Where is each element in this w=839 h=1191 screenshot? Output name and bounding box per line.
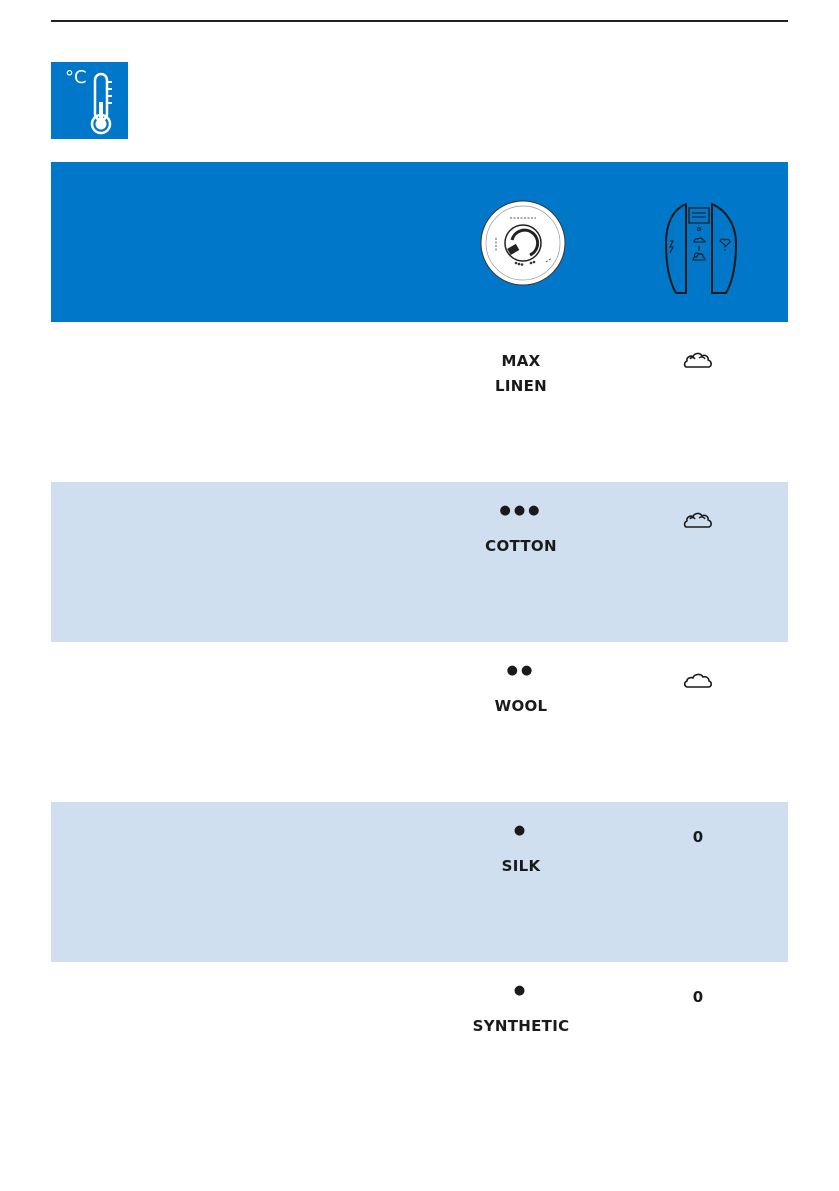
steam-cell	[683, 508, 713, 534]
temperature-dots: ●	[513, 823, 529, 838]
fabric-label: SYNTHETIC	[472, 1017, 570, 1035]
steam-cell	[683, 668, 713, 694]
steam-control-panel-image	[664, 201, 739, 296]
fabric-label: LINEN	[495, 377, 547, 395]
table-row	[51, 482, 788, 642]
temperature-dots: ●●●	[499, 503, 543, 518]
temperature-unit: °C	[65, 67, 87, 88]
fabric-label: WOOL	[494, 697, 548, 715]
steam-setting-value: 0	[692, 828, 704, 846]
table-row	[51, 802, 788, 962]
steam-cell	[683, 988, 713, 1006]
thermometer-icon	[51, 62, 128, 139]
steam-cell	[683, 348, 713, 374]
max-steam-icon	[683, 508, 713, 530]
steam-cell	[683, 828, 713, 846]
temperature-label: MAX	[501, 352, 541, 370]
table-row	[51, 642, 788, 802]
fabric-label: COTTON	[485, 537, 557, 555]
top-rule	[51, 20, 788, 22]
temperature-dots: ●●	[506, 663, 536, 678]
steam-setting-value: 0	[692, 988, 704, 1006]
table-row	[51, 322, 788, 482]
fabric-label: SILK	[501, 857, 541, 875]
temperature-header-box	[51, 62, 128, 139]
steam-icon	[683, 668, 713, 690]
max-steam-icon	[683, 348, 713, 370]
temperature-dial-image	[480, 200, 566, 286]
table-row	[51, 962, 788, 1122]
temperature-dots: ●	[513, 983, 529, 998]
